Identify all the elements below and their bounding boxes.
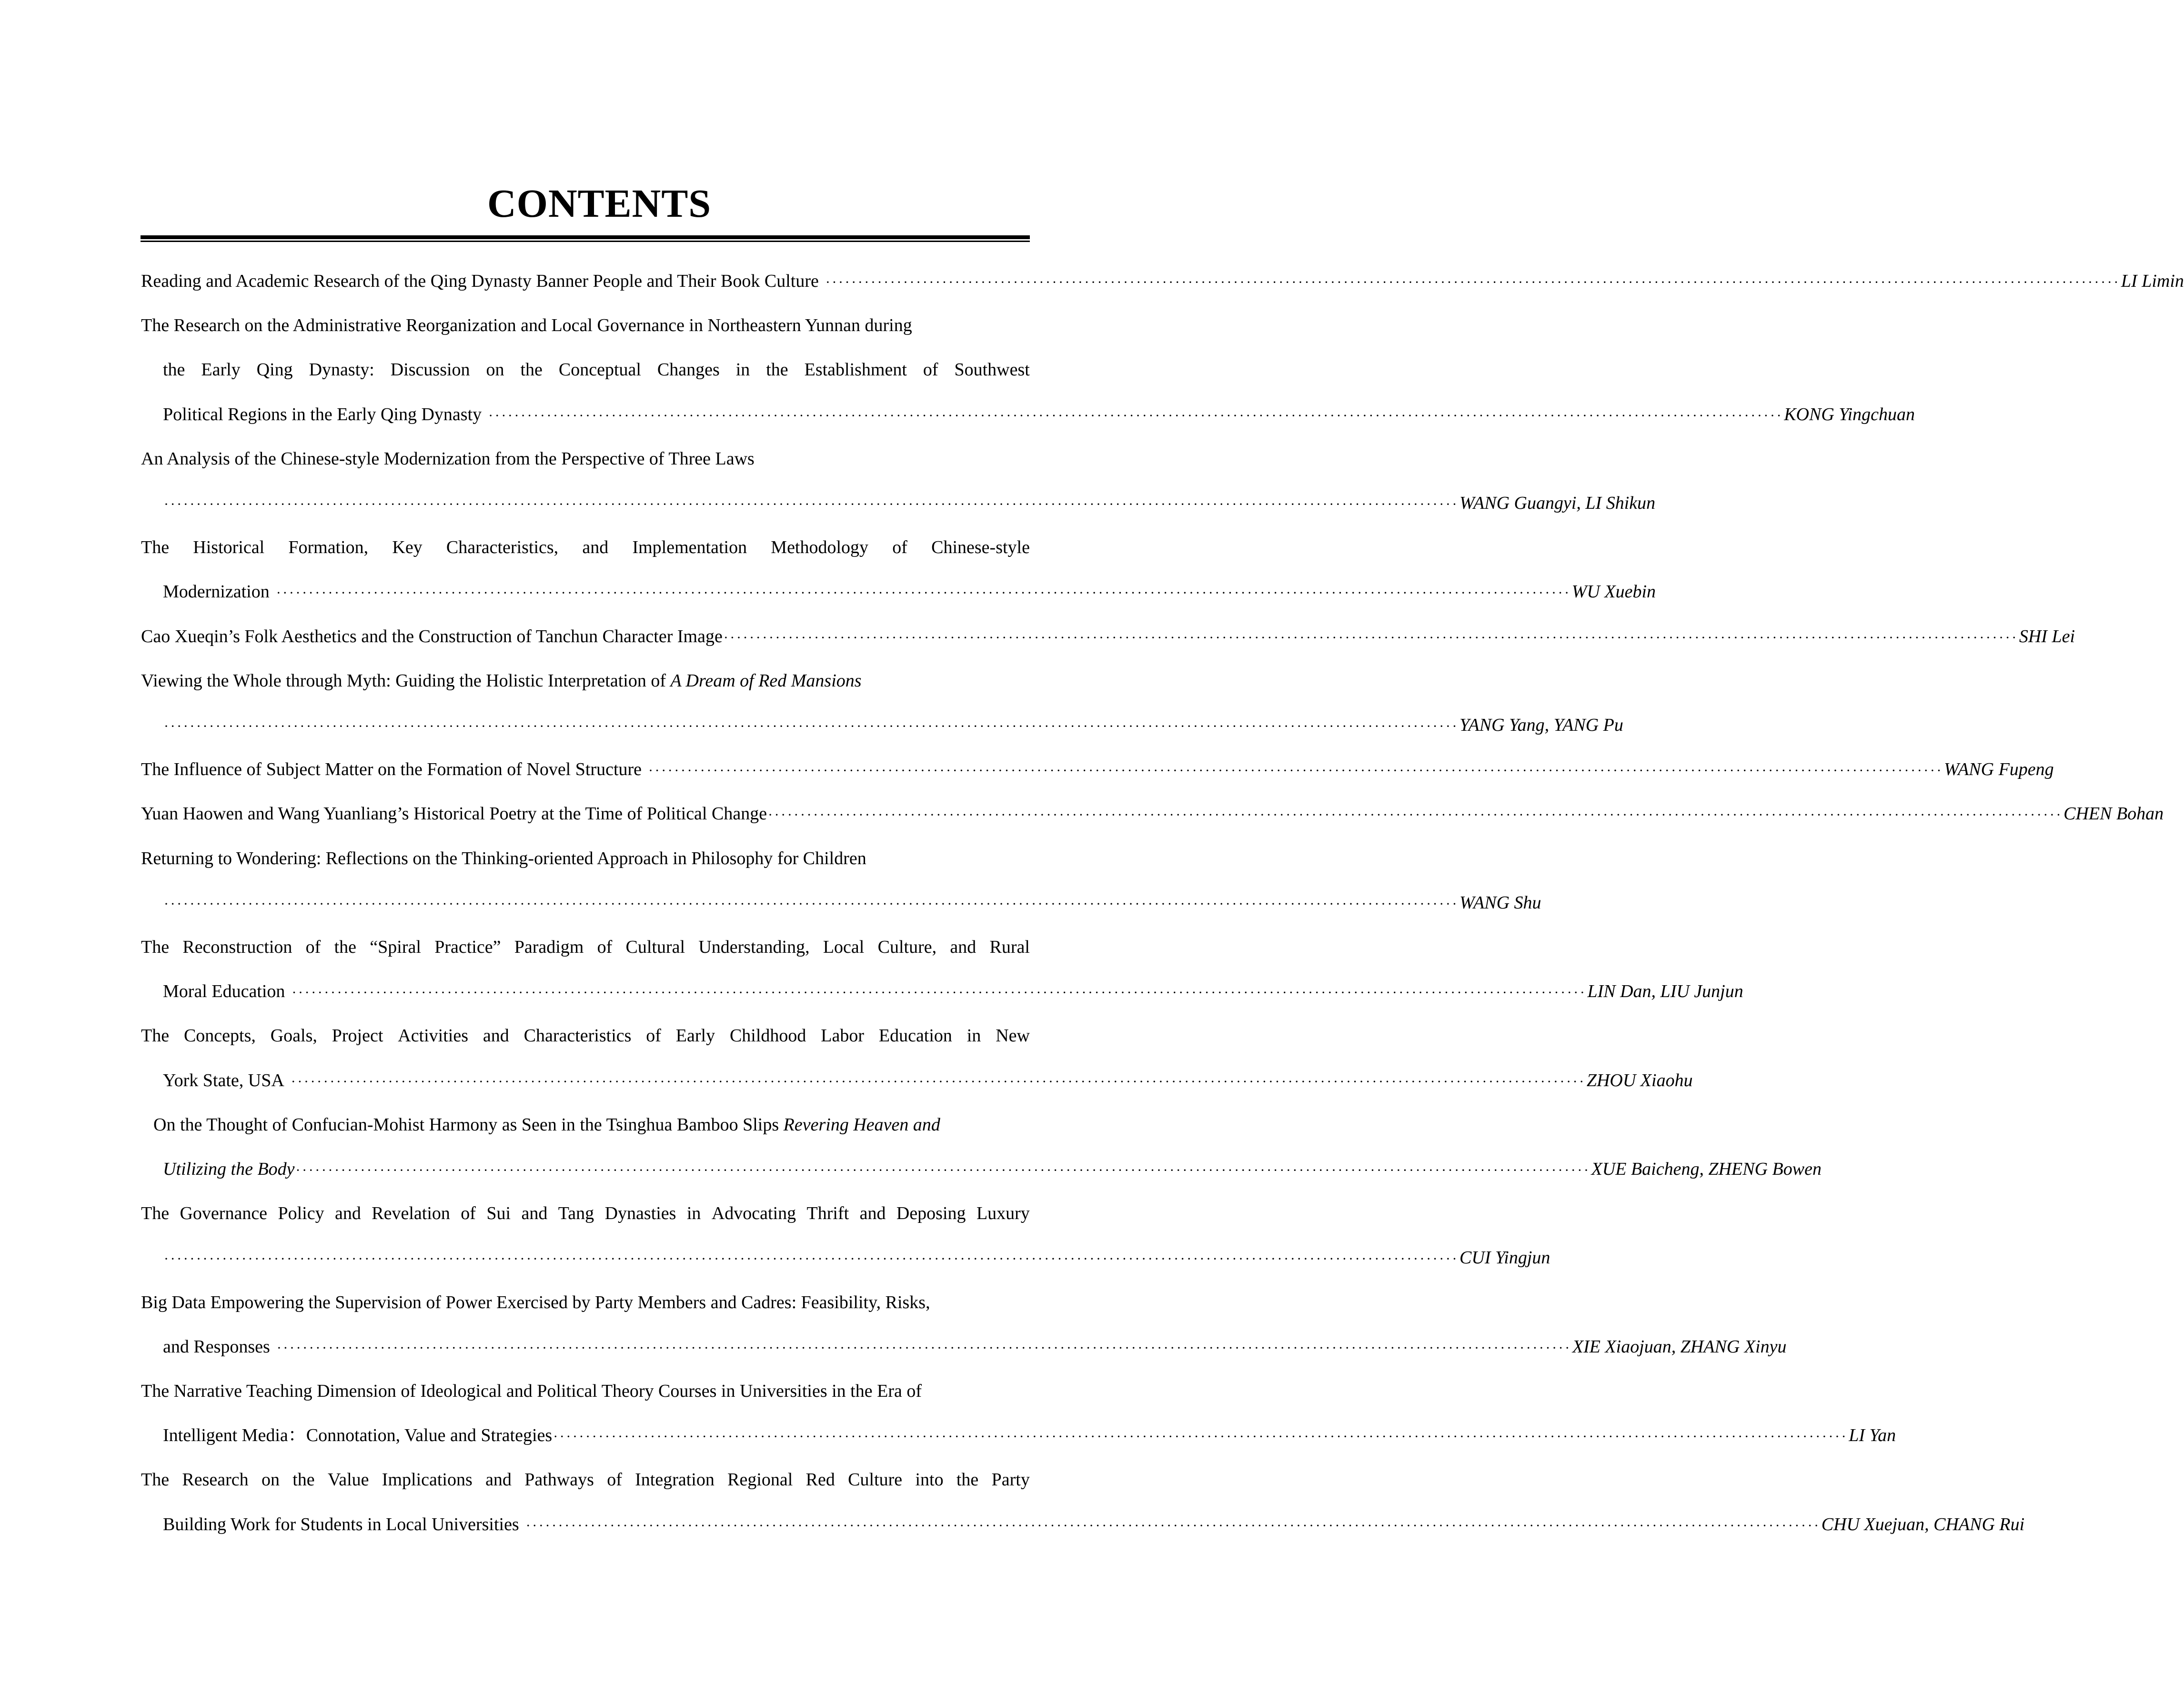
toc-line	[141, 1465, 1030, 1494]
toc-line	[141, 533, 1030, 562]
toc-line	[141, 844, 1030, 873]
title-word: Research	[182, 1470, 249, 1490]
dot-leader: ········································································································································································································	[525, 1517, 1821, 1533]
title-word: Thrift	[806, 1203, 849, 1224]
title-word: the	[520, 360, 543, 380]
toc-line	[141, 799, 2164, 828]
title-segment: Big Data Empowering the Supervision of Power Exercised by Party Members and Cadres: Feasibility, Risks,	[141, 1292, 930, 1312]
entry-title-continuation	[163, 1066, 284, 1095]
title-word: Governance	[180, 1203, 268, 1224]
title-word: Activities	[398, 1026, 469, 1046]
entry-title	[141, 1377, 922, 1405]
title-word: on	[261, 1470, 280, 1490]
entry-title	[141, 933, 1030, 961]
author-name: CHEN Bohan	[2063, 804, 2164, 824]
title-word: Dynasty:	[309, 360, 374, 380]
italic-title-segment: Revering Heaven and	[783, 1114, 940, 1135]
title-word: the	[956, 1470, 979, 1490]
entry-title-continuation	[163, 400, 482, 429]
title-word: Labor	[821, 1026, 864, 1046]
title-word: Goals,	[270, 1026, 317, 1046]
title-word: Reconstruction	[182, 937, 292, 957]
entry-title	[141, 1465, 1030, 1494]
title-word: of	[646, 1026, 661, 1046]
title-segment: and Responses	[163, 1336, 270, 1357]
title-segment: Political Regions in the Early Qing Dynasty	[163, 404, 482, 424]
title-word: and	[582, 537, 609, 558]
dot-leader: ········································································································································································································	[291, 1073, 1586, 1090]
author-name: XUE Baicheng, ZHENG Bowen	[1591, 1159, 1822, 1179]
title-word: of	[923, 360, 938, 380]
toc-line	[163, 577, 1656, 606]
title-word: Dynasties	[604, 1203, 676, 1224]
author-name: CHU Xuejuan, CHANG Rui	[1821, 1514, 2025, 1534]
title-word: The	[141, 1470, 170, 1490]
title-word: Establishment	[804, 360, 907, 380]
title-word: The	[141, 537, 170, 558]
title-word: Pathways	[524, 1470, 594, 1490]
dot-leader: ········································································································································································································	[276, 585, 1571, 601]
dot-leader: ········································································································································································································	[164, 496, 1459, 512]
title-word: Changes	[657, 360, 720, 380]
title-word: of	[892, 537, 907, 558]
title-word: Chinese-style	[931, 537, 1030, 558]
author-name: SHI Lei	[2019, 626, 2075, 646]
entry-title	[141, 1021, 1030, 1050]
title-word: of	[305, 937, 321, 957]
title-word: Rural	[989, 937, 1030, 957]
title-word: Historical	[193, 537, 265, 558]
title-word: The	[141, 937, 170, 957]
title-word: Characteristics,	[446, 537, 559, 558]
toc-line	[141, 1021, 1030, 1050]
dot-leader: ········································································································································································································	[825, 274, 2120, 290]
entry-title	[141, 533, 1030, 562]
dot-leader: ········································································································································································································	[768, 807, 2063, 823]
toc-line	[163, 977, 1743, 1006]
toc-line	[163, 1332, 1787, 1361]
title-word: and	[521, 1203, 548, 1224]
title-segment: Viewing the Whole through Myth: Guiding the Holistic Interpretation of	[141, 670, 671, 691]
entry-title-continuation	[163, 577, 270, 606]
toc-line	[141, 267, 2184, 295]
title-segment: The Influence of Subject Matter on the Formation of Novel Structure	[141, 759, 642, 780]
title-word: the	[334, 937, 357, 957]
title-word: Practice”	[434, 937, 501, 957]
title-segment: Moral Education	[163, 981, 285, 1002]
entry-title	[141, 755, 642, 784]
title-word: of	[607, 1470, 622, 1490]
author-name: WANG Guangyi, LI Shikun	[1459, 493, 1656, 513]
title-word: “Spiral	[370, 937, 421, 957]
toc-line	[163, 1510, 2025, 1539]
title-word: the	[163, 360, 185, 380]
toc-line	[141, 933, 1030, 961]
title-word: The	[141, 1203, 170, 1224]
title-word: The	[141, 1026, 170, 1046]
entry-title	[141, 844, 866, 873]
title-segment: Reading and Academic Research of the Qing Dynasty Banner People and Their Book Culture	[141, 271, 819, 291]
title-word: Value	[327, 1470, 369, 1490]
entry-title-continuation	[163, 1510, 519, 1539]
toc-line	[141, 444, 1030, 473]
title-word: Advocating	[711, 1203, 796, 1224]
dot-leader: ········································································································································································································	[553, 1429, 1848, 1445]
entry-title-continuation	[163, 1332, 270, 1361]
italic-title-segment: A Dream of Red Mansions	[670, 670, 862, 691]
title-word: and	[950, 937, 976, 957]
dot-leader: ········································································································································································································	[648, 763, 1943, 779]
title-word: Concepts,	[183, 1026, 256, 1046]
title-segment: York State, USA	[163, 1070, 284, 1090]
author-name: LIN Dan, LIU Junjun	[1587, 981, 1743, 1002]
title-segment: An Analysis of the Chinese-style Modernization from the Perspective of Three Laws	[141, 448, 755, 469]
toc-line	[141, 1377, 1030, 1405]
title-word: Key	[392, 537, 423, 558]
title-word: on	[486, 360, 504, 380]
title-word: Revelation	[372, 1203, 450, 1224]
author-name: WANG Shu	[1459, 892, 1541, 913]
title-segment: The Research on the Administrative Reorganization and Local Governance in Northeastern Yunnan during	[141, 315, 912, 336]
title-segment: Building Work for Students in Local Universities	[163, 1514, 519, 1534]
dot-leader: ········································································································································································································	[723, 629, 2018, 646]
dot-leader: ········································································································································································································	[164, 896, 1459, 912]
dot-leader: ········································································································································································································	[276, 1340, 1571, 1356]
title-rule-thick	[141, 235, 1030, 239]
entry-title-continuation	[163, 977, 285, 1006]
title-segment: Modernization	[163, 582, 270, 602]
entry-title-continuation	[163, 1155, 295, 1183]
toc-line	[163, 888, 1541, 917]
title-word: Southwest	[954, 360, 1030, 380]
title-word: New	[996, 1026, 1030, 1046]
author-name: KONG Yingchuan	[1784, 404, 1915, 424]
toc-line	[141, 1288, 1030, 1317]
author-name: XIE Xiaojuan, ZHANG Xinyu	[1572, 1336, 1787, 1357]
dot-leader: ········································································································································································································	[295, 1162, 1590, 1178]
title-word: Paradigm	[514, 937, 584, 957]
page-title: CONTENTS	[487, 182, 712, 226]
toc-line	[153, 1110, 1030, 1139]
title-word: in	[966, 1026, 981, 1046]
title-segment: Intelligent Media：Connotation, Value and Strategies	[163, 1425, 553, 1446]
toc-line	[163, 1066, 1693, 1095]
entry-title	[141, 1199, 1030, 1228]
title-word: Early	[675, 1026, 715, 1046]
author-name: YANG Yang, YANG Pu	[1459, 715, 1623, 735]
title-word: Implementation	[632, 537, 747, 558]
toc-line	[163, 1155, 1822, 1183]
title-rule-thin	[141, 241, 1030, 242]
entry-title	[141, 799, 767, 828]
title-word: Deposing	[896, 1203, 966, 1224]
title-word: and	[483, 1026, 509, 1046]
title-segment: Cao Xueqin’s Folk Aesthetics and the Construction of Tanchun Character Image	[141, 626, 723, 646]
dot-leader: ········································································································································································································	[164, 718, 1459, 734]
title-word: Education	[878, 1026, 952, 1046]
title-word: Sui	[486, 1203, 511, 1224]
author-name: WANG Fupeng	[1944, 759, 2054, 780]
author-name: ZHOU Xiaohu	[1586, 1070, 1693, 1090]
toc-line	[163, 1243, 1550, 1272]
title-word: the	[766, 360, 788, 380]
entry-title	[141, 622, 723, 651]
toc-line	[163, 489, 1656, 517]
entry-title	[141, 666, 862, 695]
title-word: Qing	[256, 360, 293, 380]
toc-line	[141, 1199, 1030, 1228]
entry-title	[141, 267, 819, 295]
title-word: Methodology	[771, 537, 869, 558]
title-segment: The Narrative Teaching Dimension of Ideological and Political Theory Courses in Universities in the Era of	[141, 1381, 922, 1401]
title-word: Culture,	[877, 937, 937, 957]
entry-title	[141, 1288, 930, 1317]
dot-leader: ········································································································································································································	[164, 1251, 1459, 1267]
title-word: Childhood	[729, 1026, 806, 1046]
title-word: in	[735, 360, 750, 380]
author-name: WU Xuebin	[1571, 582, 1656, 602]
title-word: Tang	[558, 1203, 594, 1224]
title-word: the	[292, 1470, 315, 1490]
title-word: Red	[805, 1470, 835, 1490]
title-word: Conceptual	[558, 360, 641, 380]
title-word: of	[461, 1203, 476, 1224]
title-word: Cultural	[625, 937, 685, 957]
entry-title	[141, 444, 755, 473]
italic-title-segment: Utilizing the Body	[163, 1159, 295, 1179]
title-word: Discussion	[390, 360, 470, 380]
entry-title-continuation	[163, 1421, 552, 1450]
title-word: and	[485, 1470, 512, 1490]
dot-leader: ········································································································································································································	[292, 985, 1587, 1001]
title-word: in	[686, 1203, 701, 1224]
toc-line	[163, 711, 1623, 739]
title-word: Culture	[848, 1470, 903, 1490]
toc-line	[141, 666, 1030, 695]
title-segment: Yuan Haowen and Wang Yuanliang’s Historical Poetry at the Time of Political Change	[141, 804, 767, 824]
entry-title-continuation	[163, 355, 1030, 384]
author-name: CUI Yingjun	[1459, 1248, 1550, 1268]
title-segment: Returning to Wondering: Reflections on the Thinking-oriented Approach in Philosophy for Children	[141, 848, 866, 868]
title-word: Policy	[278, 1203, 324, 1224]
title-word: Implications	[382, 1470, 473, 1490]
toc-line	[141, 311, 1030, 340]
author-name: LI Yan	[1849, 1425, 1896, 1446]
title-word: and	[334, 1203, 361, 1224]
title-word: Local	[823, 937, 865, 957]
title-word: Early	[201, 360, 241, 380]
author-name: LI Limin	[2121, 271, 2184, 291]
title-word: Understanding,	[698, 937, 810, 957]
title-word: Characteristics	[523, 1026, 632, 1046]
title-word: into	[915, 1470, 944, 1490]
dot-leader: ········································································································································································································	[488, 407, 1783, 424]
title-word: Formation,	[288, 537, 369, 558]
toc-line	[163, 400, 1915, 429]
title-word: Integration	[635, 1470, 715, 1490]
entry-title	[153, 1110, 940, 1139]
toc-line	[163, 355, 1030, 384]
title-word: and	[859, 1203, 886, 1224]
title-word: Regional	[727, 1470, 793, 1490]
toc-line	[163, 1421, 1896, 1450]
title-word: of	[597, 937, 613, 957]
toc-line	[141, 755, 2054, 784]
title-word: Luxury	[976, 1203, 1030, 1224]
title-segment: On the Thought of Confucian-Mohist Harmony as Seen in the Tsinghua Bamboo Slips	[153, 1114, 784, 1135]
entry-title	[141, 311, 912, 340]
toc-line	[141, 622, 2075, 651]
title-word: Project	[332, 1026, 383, 1046]
title-word: Party	[991, 1470, 1030, 1490]
